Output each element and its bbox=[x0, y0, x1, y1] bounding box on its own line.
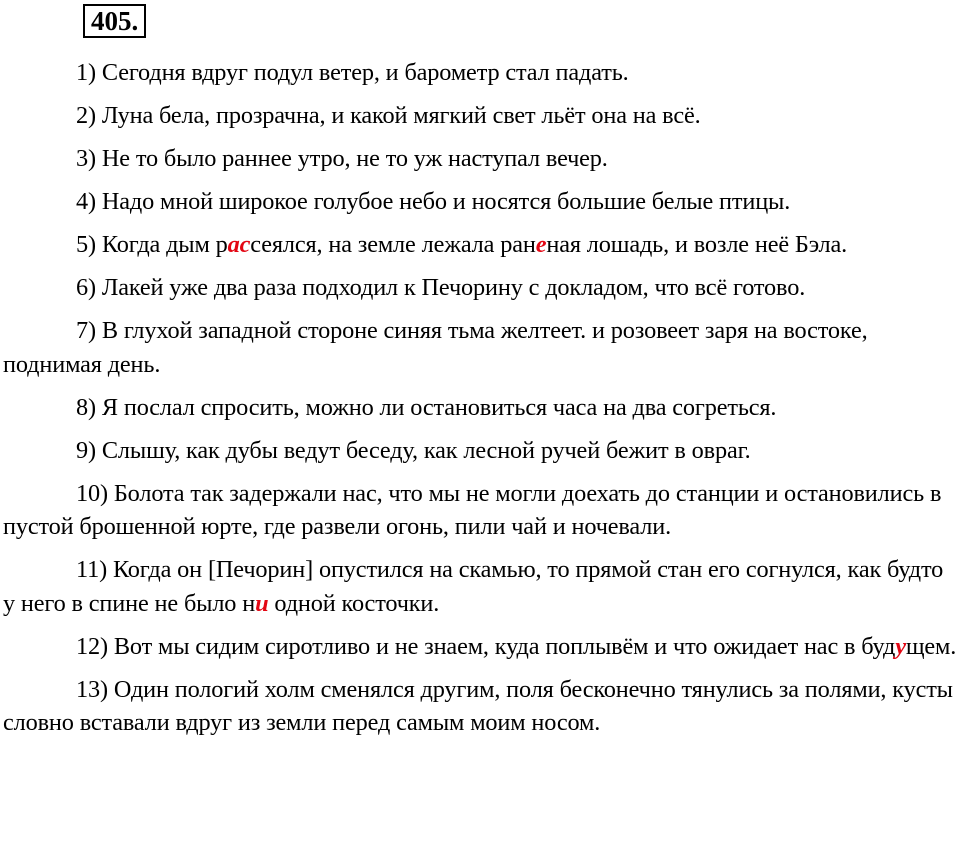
sentence-5 bbox=[3, 228, 960, 262]
sentence-text: 12) Вот мы сидим сиротливо и не знаем, куда поплывём и что ожидает нас в буд bbox=[76, 632, 896, 660]
sentence-text: 8) Я послал спросить, можно ли остановиться часа на два согреться. bbox=[76, 393, 777, 421]
highlighted-letters: у bbox=[895, 632, 906, 660]
sentence-text: 1) Сегодня вдруг подул ветер, и барометр стал падать. bbox=[76, 59, 629, 86]
sentence-3 bbox=[3, 142, 960, 176]
highlighted-letters: е bbox=[535, 231, 547, 258]
exercise-text bbox=[3, 56, 960, 749]
highlighted-letters: и bbox=[255, 589, 269, 617]
sentence-7 bbox=[3, 314, 960, 381]
sentence-text: 2) Луна бела, прозрачна, и какой мягкий свет льёт она на всё. bbox=[76, 102, 701, 129]
sentence-text: сеялся, на земле лежала ран bbox=[250, 231, 536, 258]
sentence-text: 13) Один пологий холм сменялся другим, поля бесконечно тянулись за полями, кусты словно вставали вдруг из земли перед самым моим носом. bbox=[3, 675, 953, 736]
sentence-1 bbox=[3, 56, 960, 90]
sentence-text: 4) Надо мной широкое голубое небо и носятся большие белые птицы. bbox=[76, 188, 791, 215]
sentence-10 bbox=[3, 477, 960, 544]
sentence-text: одной косточки. bbox=[268, 589, 440, 617]
sentence-text: щем. bbox=[905, 632, 957, 660]
sentence-11 bbox=[3, 553, 960, 620]
sentence-12 bbox=[3, 630, 960, 664]
sentence-8 bbox=[3, 391, 960, 425]
sentence-6 bbox=[3, 271, 960, 305]
sentence-text: 5) Когда дым р bbox=[76, 231, 228, 258]
sentence-text: 9) Слышу, как дубы ведут беседу, как лесной ручей бежит в овраг. bbox=[76, 436, 751, 464]
exercise-number-box: 405. bbox=[83, 4, 146, 38]
sentence-text: 3) Не то было раннее утро, не то уж наступал вечер. bbox=[76, 145, 608, 172]
sentence-13 bbox=[3, 673, 960, 740]
highlighted-letters: ас bbox=[227, 231, 251, 258]
sentence-text: 10) Болота так задержали нас, что мы не могли доехать до станции и остановились в пустой брошенной юрте, где развели огонь, пили чай и ночевали. bbox=[3, 479, 942, 540]
sentence-text: 11) Когда он [Печорин] опустился на скамью, то прямой стан его согнулся, как будто у него в спине не было н bbox=[3, 556, 944, 617]
sentence-text: ная лошадь, и возле неё Бэла. bbox=[546, 231, 848, 258]
sentence-4 bbox=[3, 185, 960, 219]
sentence-text: 7) В глухой западной стороне синяя тьма желтеет. и розовеет заря на востоке, поднимая день. bbox=[3, 317, 868, 378]
sentence-9 bbox=[3, 434, 960, 468]
sentence-2 bbox=[3, 99, 960, 133]
sentence-text: 6) Лакей уже два раза подходил к Печорину с докладом, что всё готово. bbox=[76, 274, 806, 301]
